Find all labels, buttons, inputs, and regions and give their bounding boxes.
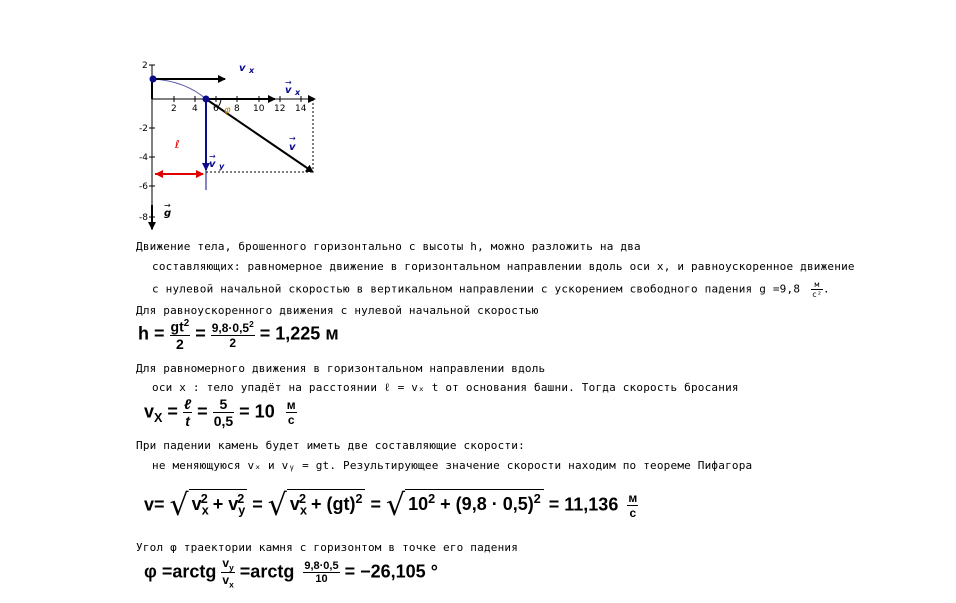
x-tick-label: 2 (171, 104, 177, 114)
para-angle: Угол φ траектории камня с горизонтом в точке его падения (136, 541, 519, 554)
para-uniform-1: Для равномерного движения в горизонтальном направлении вдоль (136, 362, 546, 375)
para-intro-3-text: с нулевой начальной скоростью в вертикальном направлении с ускорением свободного падения g =9,8 (152, 282, 801, 296)
start-point (150, 76, 157, 83)
vx-top-label: v $_x$ (239, 63, 255, 75)
y-tick-label: -6 (139, 182, 148, 192)
y-tick-label: 2 (142, 61, 148, 71)
formula-v: v= √ $v_x^2 + v_y^2$ = √ $v_x^2 + (gt)^2$ = √ $10^2 + (9,8 \cdot 0,5)^2 = 11,136$ $\frac{м}{с}$ (144, 488, 638, 523)
x-tick-label: 12 (274, 104, 286, 114)
g-unit: $\frac{м}{\text{с²}}$ (811, 280, 823, 299)
svg-text:→: → (285, 78, 292, 87)
x-tick-label: 4 (192, 104, 198, 114)
landing-point (203, 96, 210, 103)
x-tick-label: 6 (213, 104, 219, 114)
g-label: g (164, 208, 172, 219)
phi-label: φ (224, 105, 231, 116)
para-fall-1: При падении камень будет иметь две составляющие скорости: (136, 439, 525, 452)
trajectory-graph (135, 55, 335, 235)
para-uniform-accel: Для равноускоренного движения с нулевой начальной скоростью (136, 304, 539, 317)
para-uniform-2: оси x : тело упадёт на расстоянии ℓ = vₓ t от основания башни. Тогда скорость бросания (152, 381, 739, 394)
y-tick-label: -8 (139, 213, 148, 223)
x-tick-label: 10 (253, 104, 265, 114)
svg-text:→: → (164, 201, 171, 210)
v-label: v (289, 142, 296, 153)
x-tick-label: 14 (295, 104, 307, 114)
svg-text:→: → (209, 152, 216, 161)
x-tick-label: 8 (234, 104, 240, 114)
formula-vx: $v_X$ = $\frac{\text{ℓ}}{t}$ = $\frac{5}{0,5}$ = 10 $\frac{м}{с}$ (144, 396, 296, 429)
trajectory-curve (153, 79, 206, 99)
vy-label: v $_y$ (209, 159, 225, 171)
y-tick-label: -2 (139, 124, 148, 134)
para-intro-2: составляющих: равномерное движение в горизонтальном направлении вдоль оси x, и равноускоренное движение (152, 260, 855, 273)
ell-label: ℓ (175, 138, 180, 151)
vx-arrow-label: v $_x$ (285, 85, 301, 97)
svg-text:→: → (289, 134, 296, 143)
formula-phi: φ =arctg $\frac{v_y}{v_x}$ =arctg $\frac{9,8\cdot 0,5}{10}$ = −26,105 ° (144, 556, 438, 590)
para-intro-1: Движение тела, брошенного горизонтально с высоты h, можно разложить на два (136, 240, 641, 253)
para-intro-3: с нулевой начальной скоростью в вертикальном направлении с ускорением свободного падения g =9,8 $\frac{м}{\text{с²}}$ . (152, 280, 830, 299)
y-tick-label: -4 (139, 153, 148, 163)
formula-h: h = $\frac{gt^2}{2}$ = $\frac{9,8\cdot 0,5^2}{2}$ = 1,225 м (138, 318, 339, 352)
para-fall-2: не меняющуюся vₓ и vᵧ = gt. Результирующее значение скорости находим по теореме Пифагора (152, 459, 753, 472)
